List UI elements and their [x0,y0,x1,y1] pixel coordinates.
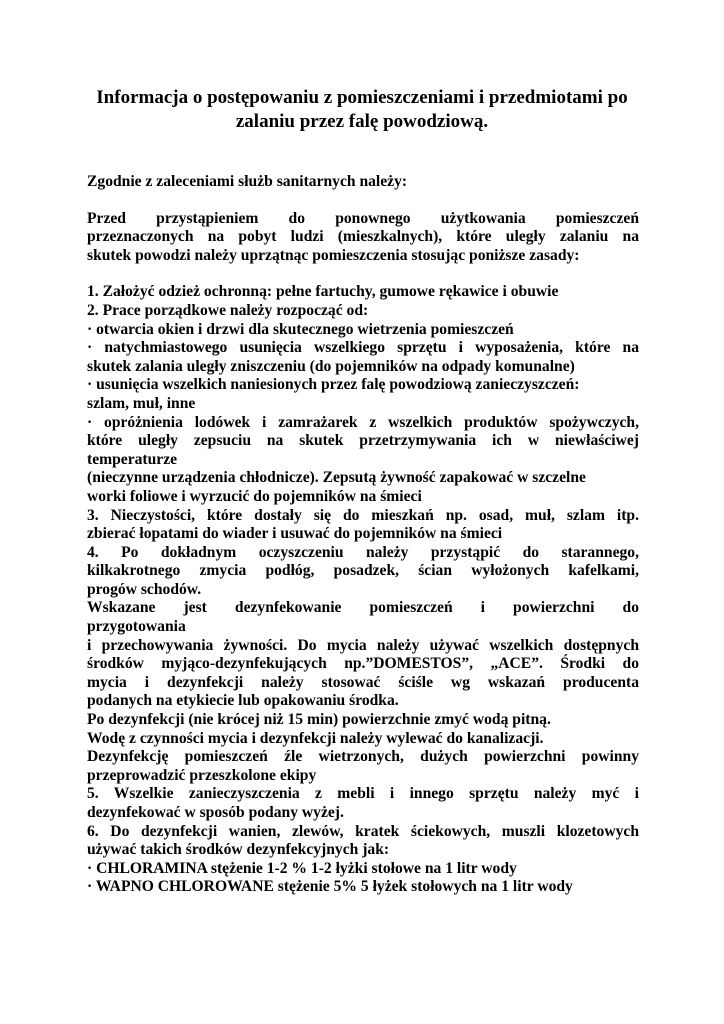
instruction-line: Wskazane jest dezynfekowanie pomieszczeń i powierzchni do [87,599,639,617]
instruction-line: worki foliowe i wyrzucić do pojemników na śmieci [87,487,422,505]
instruction-line: Dezynfekcję pomieszczeń źle wietrzonych, dużych powierzchni powinny [87,748,639,766]
instruction-line: podanych na etykiecie lub opakowaniu środka. [87,692,399,710]
lead-line: skutek powodzi należy uprzątnąc pomieszczenia stosując poniższe zasady: [87,246,580,264]
instruction-line: Wodę z czynności mycia i dezynfekcji należy wylewać do kanalizacji. [87,729,544,747]
instruction-line: · natychmiastowego usunięcia wszelkiego sprzętu i wyposażenia, które na [87,339,639,357]
instruction-line: przeprowadzić przeszkolone ekipy [87,766,317,784]
instruction-line: Po dezynfekcji (nie krócej niż 15 min) powierzchnie zmyć wodą pitną. [87,711,551,729]
lead-line: przeznaczonych na pobyt ludzi (mieszkalnych), które uległy zalaniu na [87,228,639,246]
lead-line: Przed przystąpieniem do ponownego użytkowania pomieszczeń [87,209,639,227]
instruction-line: środków myjąco-dezynfekujących np.”DOMESTOS”, „ACE”. Środki do [87,655,639,673]
instruction-line: (nieczynne urządzenia chłodnicze). Zepsutą żywność zapakować w szczelne [87,469,586,487]
instruction-line: · otwarcia okien i drzwi dla skutecznego wietrzenia pomieszczeń [87,320,514,338]
title-line: zalaniu przez falę powodziową. [235,111,489,132]
instruction-line: 2. Prace porządkowe należy rozpocząć od: [87,301,369,319]
instruction-line: · WAPNO CHLOROWANE stężenie 5% 5 łyżek stołowych na 1 litr wody [87,878,573,896]
instruction-line: które uległy zepsuciu na skutek przetrzymywania ich w niewłaściwej [87,432,639,450]
instruction-line: i przechowywania żywności. Do mycia należy używać wszelkich dostępnych [87,636,639,654]
intro-text [87,173,639,192]
instruction-line: mycia i dezynfekcji należy stosować ściśle wg wskazań producenta [87,673,639,691]
instruction-line: zbierać łopatami do wiader i usuwać do pojemników na śmieci [87,525,503,543]
instruction-line: 6. Do dezynfekcji wanien, zlewów, kratek ściekowych, muszli klozetowych [87,822,639,840]
instructions-list [87,283,639,897]
instruction-line: · opróżnienia lodówek i zamrażarek z wszelkich produktów spożywczych, [87,413,639,431]
instruction-line: 5. Wszelkie zanieczyszczenia z mebli i innego sprzętu należy myć i [87,785,639,803]
instruction-line: · usunięcia wszelkich naniesionych przez falę powodziową zanieczyszczeń: [87,376,580,394]
instruction-line: 4. Po dokładnym oczyszczeniu należy przystąpić do starannego, [87,543,639,561]
instruction-line: dezynfekować w sposób podany wyżej. [87,804,344,821]
instruction-line: kilkakrotnego zmycia podłóg, posadzek, ścian wyłożonych kafelkami, [87,562,639,580]
document-body [87,173,639,897]
instruction-line: skutek zalania uległy zniszczeniu (do pojemników na odpady komunalne) [87,357,575,375]
instruction-line: 3. Nieczystości, które dostały się do mieszkań np. osad, muł, szlam itp. [87,506,639,524]
instruction-line: progów schodów. [87,580,202,598]
lead-paragraph [87,210,639,266]
instruction-line: szlam, muł, inne [87,394,196,412]
instruction-line: przygotowania [87,618,186,636]
instruction-line: temperaturze [87,450,178,468]
document-title [70,86,654,134]
intro-line: Zgodnie z zaleceniami służb sanitarnych należy: [87,173,408,190]
instruction-line: używać takich środków dezynfekcyjnych jak: [87,841,390,859]
instruction-line: 1. Założyć odzież ochronną: pełne fartuchy, gumowe rękawice i obuwie [87,283,559,301]
instruction-line: · CHLORAMINA stężenie 1-2 % 1-2 łyżki stołowe na 1 litr wody [87,859,517,877]
title-line: Informacja o postępowaniu z pomieszczeniami i przedmiotami po [96,87,628,108]
